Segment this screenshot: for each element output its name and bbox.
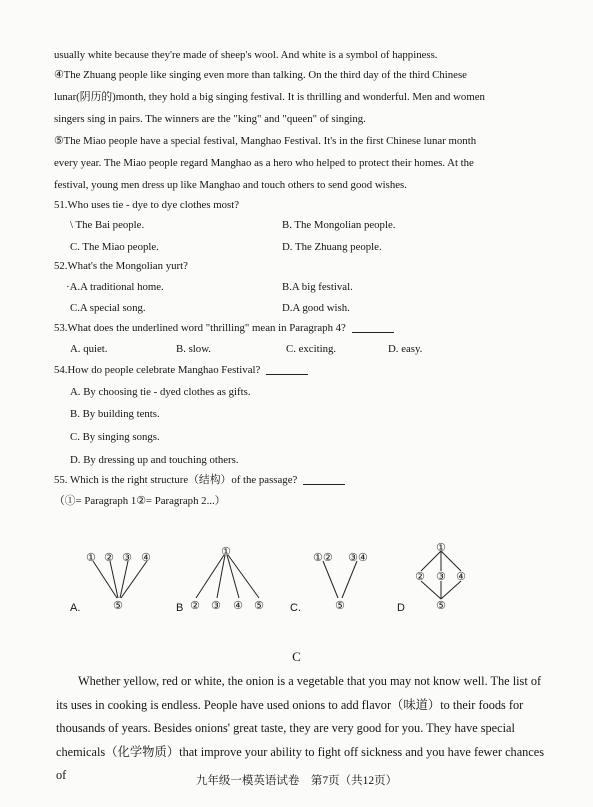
diagram-a-node: ② xyxy=(104,552,114,564)
diagram-b-node: ① xyxy=(221,546,231,558)
onion-line-2: its uses in cooking is endless. People have used onions to add flavor（味道）to their foods for xyxy=(56,697,524,712)
section-heading: C xyxy=(292,649,301,664)
q54-option-c: C. By singing songs. xyxy=(70,431,160,443)
diagram-d-node: ⑤ xyxy=(436,600,446,612)
diagram-b-node: ③ xyxy=(211,600,221,612)
onion-line-3: thousands of years. Besides onions' great taste, they are very good for you. They have special xyxy=(56,721,515,735)
diagram-d-node: ③ xyxy=(436,571,446,583)
diagram-d-node: ④ xyxy=(456,571,466,583)
paragraph-5-line-1: ⑤The Miao people have a special festival, Manghao Festival. It's in the first Chinese lunar month xyxy=(54,135,477,147)
q53-option-d: D. easy. xyxy=(388,343,423,355)
answer-blank[interactable] xyxy=(266,374,308,375)
diagram-c-node: ③④ xyxy=(348,552,368,564)
diagram-a-node: ④ xyxy=(141,552,151,564)
q53-option-b: B. slow. xyxy=(176,343,211,355)
diagram-a-node: ③ xyxy=(122,552,132,564)
diagram-d-node: ① xyxy=(436,542,446,554)
diagram-c-node: ⑤ xyxy=(335,600,345,612)
answer-blank[interactable] xyxy=(352,332,394,333)
q54-option-a: A. By choosing tie - dyed clothes as gifts. xyxy=(70,386,251,398)
paragraph-4-line-1: ④The Zhuang people like singing even more than talking. On the third day of the third Chinese xyxy=(54,69,467,81)
diagram-b-node: ② xyxy=(190,600,200,612)
question-52: 52.What's the Mongolian yurt? xyxy=(54,260,188,272)
diagram-a-node: ① xyxy=(86,552,96,564)
q54-option-d: D. By dressing up and touching others. xyxy=(70,454,239,466)
page-footer: 九年级一模英语试卷 第7页（共12页） xyxy=(195,775,398,787)
diagram-d-label: D xyxy=(397,602,405,614)
diagram-b-node: ⑤ xyxy=(254,600,264,612)
diagram-b-node: ④ xyxy=(233,600,243,612)
q52-option-b: B.A big festival. xyxy=(282,281,353,293)
q53-option-c: C. exciting. xyxy=(286,343,337,355)
passage-line: usually white because they're made of sheep's wool. And white is a symbol of happiness. xyxy=(54,49,438,61)
q51-option-d: D. The Zhuang people. xyxy=(282,241,382,253)
q52-option-d: D.A good wish. xyxy=(282,302,350,314)
diagram-a-label: A. xyxy=(70,602,81,614)
question-54: 54.How do people celebrate Manghao Festival? xyxy=(54,363,308,377)
diagram-c-node: ①② xyxy=(313,552,333,564)
q54-option-b: B. By building tents. xyxy=(70,408,160,420)
q53-option-a: A. quiet. xyxy=(70,343,108,355)
question-55: 55. Which is the right structure（结构）of the passage? xyxy=(54,473,345,487)
answer-blank[interactable] xyxy=(303,484,345,485)
diagram-b-label: B xyxy=(176,602,184,614)
q51-option-c: C. The Miao people. xyxy=(70,241,159,253)
diagram-c-label: C. xyxy=(290,602,301,614)
q51-option-a: \ The Bai people. xyxy=(70,219,145,231)
q52-option-c: C.A special song. xyxy=(70,302,146,314)
diagram-a-node: ⑤ xyxy=(113,600,123,612)
question-53: 53.What does the underlined word "thrilling" mean in Paragraph 4? xyxy=(54,321,394,335)
paragraph-5-line-3: festival, young men dress up like Manghao and touch others to send good wishes. xyxy=(54,179,407,191)
q52-option-a: ·A.A traditional home. xyxy=(66,281,164,293)
paragraph-4-line-3: singers sing in pairs. The winners are the "king" and "queen" of singing. xyxy=(54,113,366,125)
structure-diagrams xyxy=(0,535,593,635)
onion-line-4: chemicals（化学物质）that improve your ability to fight off sickness and you have fewer chances of xyxy=(56,744,544,782)
diagram-d-node: ② xyxy=(415,571,425,583)
paragraph-5-line-2: every year. The Miao people regard Manghao as a hero who helped to protect their homes. At the xyxy=(54,157,474,169)
question-55-note: （①= Paragraph 1②= Paragraph 2...） xyxy=(54,495,226,507)
onion-line-1: Whether yellow, red or white, the onion is a vegetable that you may not know well. The list of xyxy=(78,674,542,688)
question-51: 51.Who uses tie - dye to dye clothes most? xyxy=(54,199,240,211)
paragraph-4-line-2: lunar(阴历的)month, they hold a big singing festival. It is thrilling and wonderful. Men and women xyxy=(54,91,485,103)
onion-paragraph xyxy=(56,670,544,788)
q51-option-b: B. The Mongolian people. xyxy=(282,219,396,231)
